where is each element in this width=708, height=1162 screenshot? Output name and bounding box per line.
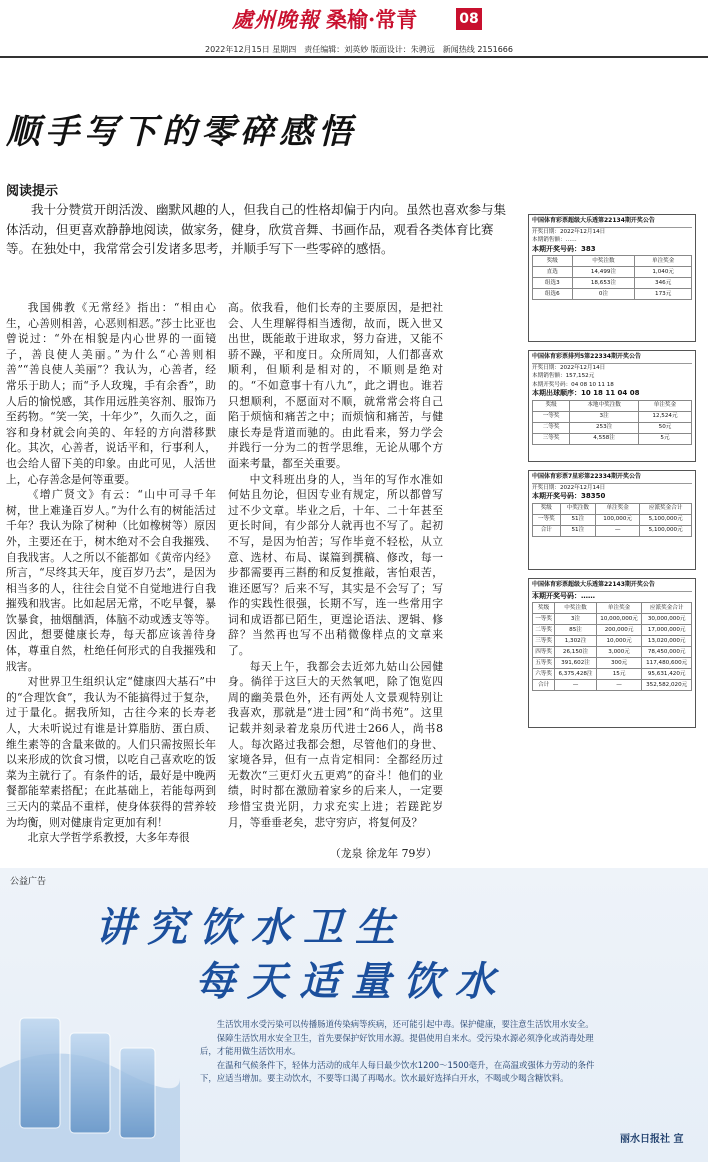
table-row — [533, 256, 692, 267]
table-row — [533, 636, 692, 647]
ad-paragraph: 生活饮用水受污染可以传播肠道传染病等疾病，还可能引起中毒。保护健康，要注意生活饮用水安全。 — [216, 1019, 594, 1029]
table-row — [533, 278, 692, 289]
table-cell: 14,499注 — [572, 267, 635, 278]
table-cell: 51注 — [560, 525, 595, 536]
ad-tag: 公益广告 — [10, 877, 47, 887]
table-cell: 四等奖 — [533, 647, 555, 658]
paragraph: 北京大学哲学系教授，大多年寿很 — [27, 831, 190, 845]
table-cell: — — [596, 680, 642, 691]
table-cell: 单注奖金 — [596, 503, 640, 514]
table-row — [533, 647, 692, 658]
table-cell: 15元 — [596, 669, 642, 680]
author-signature: （龙泉 徐龙年 79岁） — [330, 847, 437, 860]
table-row — [533, 525, 692, 536]
intro-text: 我十分赞赏开朗活泼、幽默风趣的人，但我自己的性格却偏于内向。虽然也喜欢参与集体活动，但更喜欢静静地阅读，做家务，健身，欣赏音舞、书画作品，观看各类体育比赛等。在独处中，我常常会引发诸多思考，并顺手写下一些零碎的感悟。 — [6, 202, 507, 256]
table-row — [533, 680, 692, 691]
lottery-line: 本期销售额：…… — [532, 237, 577, 243]
section-name: 桑榆·常青 — [326, 7, 418, 32]
paragraph: 《增广贤文》有云：“山中可寻千年树，世上难逢百岁人。”为什么有的树能活过千年？我认为除了树种（比如橡树等）原因外，主要还在于，树木绝对不会自我摧残、自我戕害。人之所以不能都如《黄帝内经》所言，“尽终其天年，度百岁乃去”，是因为相当多的人，往往会自觉不自觉地进行自我摧残和戕害。比如起居无常，不吃早餐，暴饮暴食，抽烟酗酒，体脑不动或透支等等。因此，想要健康长寿，每天都应该善待身体，尊重自然，杜绝任何形式的自我摧残和戕害。 — [6, 488, 216, 673]
article-column-1 — [6, 300, 216, 846]
table-cell: 直选 — [533, 267, 573, 278]
table-cell: 10,000元 — [596, 636, 642, 647]
lottery-line: 本期开奖号码：38350 — [532, 492, 606, 500]
lottery-table — [532, 503, 692, 537]
table-cell: 0注 — [572, 289, 635, 300]
table-cell: 三等奖 — [533, 433, 570, 444]
table-cell: 78,450,000元 — [642, 647, 692, 658]
table-cell: 中奖注数 — [555, 603, 597, 614]
paragraph: 每天上午，我都会去近郊九姑山公园健身。徜徉于这巨大的天然氧吧，除了饱览四周的幽美景色外，还有两处人文景观特别让我喜欢，那就是“进士园”和“尚书苑”。这里记载并刻录着龙泉历代进士266人，尚书8人。每次路过我都会想，尽管他们的身世、家境各异，但有一点肯定相同：全都经历过无数次“三更灯火五更鸡”的奋斗！他们的业绩，时时都在激励着家乡的后来人，一定要珍惜宝贵光阴，力求充实上进；若蹉跎岁月，等垂垂老矣，悲守穷庐，将复何及？ — [228, 659, 443, 829]
table-cell: 13,020,000元 — [642, 636, 692, 647]
table-row — [533, 603, 692, 614]
public-service-ad — [0, 868, 708, 1162]
ad-body — [200, 1018, 595, 1086]
table-row — [533, 514, 692, 525]
ad-headline-2: 每天适量饮水 — [195, 958, 507, 1005]
lottery-line: 开奖日期：2022年12月14日 — [532, 484, 606, 491]
table-cell: 合计 — [533, 680, 555, 691]
table-cell: 单注奖金 — [596, 603, 642, 614]
masthead — [0, 0, 708, 56]
table-cell: 一等奖 — [533, 411, 570, 422]
lottery-title: 中国体育彩票超级大乐透第22143期开奖公告 — [532, 581, 692, 592]
table-cell: 单注奖金 — [639, 400, 692, 411]
table-cell: 应派奖金合计 — [642, 603, 692, 614]
table-cell: 二等奖 — [533, 422, 570, 433]
header-rule — [0, 56, 708, 58]
table-cell: 12,524元 — [639, 411, 692, 422]
table-row — [533, 614, 692, 625]
table-cell: 200,000元 — [596, 625, 642, 636]
table-cell: 3注 — [555, 614, 597, 625]
table-cell: 346元 — [635, 278, 692, 289]
edition-info: 2022年12月15日 星期四 责任编辑：刘英妙 版面设计：朱骋远 新闻热线 2151666 — [205, 45, 513, 54]
table-cell: 3,000元 — [596, 647, 642, 658]
table-row — [533, 411, 692, 422]
table-cell: 六等奖 — [533, 669, 555, 680]
table-cell: 253注 — [570, 422, 639, 433]
paragraph: 对世界卫生组织认定“健康四大基石”中的“合理饮食”，我认为不能搞得过于复杂，过于量化。据我所知，古往今来的长寿老人，大未听说过有谁是计算脂肪、蛋白质、维生素等的含量来做的。人们只需按照长年以来形成的饮食习惯，以吃自己喜欢吃的饭菜为主就行了。有条件的话，最好是中晚两餐都能荤素搭配；在此基础上，若能每两到三天内的菜品不重样，使身体获得的营养较为均衡，则对健康肯定更加有利！ — [6, 675, 216, 829]
lottery-title: 中国体育彩票7星彩第22334期开奖公告 — [532, 473, 692, 484]
article-title: 顺手写下的零碎感悟 — [6, 112, 357, 152]
table-cell: 单注奖金 — [635, 256, 692, 267]
table-row — [533, 422, 692, 433]
lottery-table — [532, 400, 692, 445]
table-cell: 18,653注 — [572, 278, 635, 289]
article-column-2 — [228, 300, 443, 830]
lottery-box — [528, 578, 696, 728]
table-row — [533, 267, 692, 278]
table-cell: 3注 — [570, 411, 639, 422]
table-cell: 组选3 — [533, 278, 573, 289]
lottery-line: 开奖日期：2022年12月14日 — [532, 364, 606, 371]
intro-heading: 阅读提示 — [6, 184, 59, 199]
table-row — [533, 289, 692, 300]
table-cell: 5,100,000元 — [640, 525, 692, 536]
table-cell: 173元 — [635, 289, 692, 300]
table-cell: 391,602注 — [555, 658, 597, 669]
lottery-box — [528, 470, 696, 570]
table-cell: 奖级 — [533, 503, 561, 514]
water-glasses-image — [0, 998, 180, 1162]
ad-paragraph: 保障生活饮用水安全卫生，首先要保护好饮用水源。提倡使用自来水。受污染水源必须净化或消毒处理后，才能用做生活饮用水。 — [200, 1032, 594, 1056]
table-cell: 本地中奖注数 — [570, 400, 639, 411]
table-cell: 5,100,000元 — [640, 514, 692, 525]
table-cell: 6,375,428注 — [555, 669, 597, 680]
lottery-box — [528, 214, 696, 342]
lottery-box — [528, 350, 696, 462]
ad-headline-1: 讲究饮水卫生 — [95, 904, 407, 951]
lottery-table — [532, 255, 692, 300]
table-cell: 中奖注数 — [560, 503, 595, 514]
table-cell: 奖级 — [533, 603, 555, 614]
table-cell: 一等奖 — [533, 614, 555, 625]
lottery-line: 本期开奖号码：…… — [532, 591, 595, 600]
table-cell: 奖级 — [533, 256, 573, 267]
lottery-line: 本期开奖号码：383 — [532, 244, 596, 253]
table-cell: 17,000,000元 — [642, 625, 692, 636]
table-row — [533, 625, 692, 636]
table-row — [533, 503, 692, 514]
table-cell: 1,040元 — [635, 267, 692, 278]
table-cell: 51注 — [560, 514, 595, 525]
table-row — [533, 400, 692, 411]
lottery-title: 中国体育彩票超级大乐透第22134期开奖公告 — [532, 217, 692, 228]
lottery-line: 开奖日期：2022年12月14日 — [532, 228, 606, 235]
table-cell: 26,150注 — [555, 647, 597, 658]
lottery-line: 本期销售额：157,152元 — [532, 373, 595, 379]
table-cell: 合计 — [533, 525, 561, 536]
table-cell: 组选6 — [533, 289, 573, 300]
table-cell: 4,558注 — [570, 433, 639, 444]
table-cell: 二等奖 — [533, 625, 555, 636]
paragraph: 我国佛教《无常经》指出：“相由心生，心善则相善，心恶则相恶。”莎士比亚也曾说过：“外在相貌是内心世界的一面镜子，善良使人美丽。”为什么“心善则相善”“善良使人美丽”？我认为，心善者，经常乐于助人；而“予人玫瑰，手有余香”，助人后的愉悦感，其作用远胜美容剂、服饰乃至药物。“笑一笑，十年少”，久而久之，面容和身材就会向美的、年轻的方向潜移默化。其次，心善者，说话平和，行事利人，也会给人留下美的印象。由此可见，人活世上，心存善念是何等重要。 — [6, 301, 216, 486]
table-cell: 奖级 — [533, 400, 570, 411]
page-number: 08 — [456, 8, 482, 30]
table-cell: 85注 — [555, 625, 597, 636]
table-cell: 30,000,000元 — [642, 614, 692, 625]
table-cell: — — [555, 680, 597, 691]
table-cell: — — [596, 525, 640, 536]
table-cell: 1,302注 — [555, 636, 597, 647]
ad-paragraph: 在温和气候条件下，轻体力活动的成年人每日最少饮水1200～1500毫升，在高温或强体力劳动的条件下，应适当增加。要主动饮水，不要等口渴了再喝水。饮水最好选择白开水，不喝或少喝含糖饮料。 — [200, 1059, 595, 1083]
lottery-line: 本期开奖号码：04 08 10 11 18 — [532, 381, 614, 388]
lottery-table — [532, 602, 692, 691]
paragraph: 中文科班出身的人，当年的写作水准如何姑且勿论，但因专业有规定，所以都曾写过不少文章。毕业之后，十年、二十年甚至更长时间，有少部分人就再也不写了。起初不写，是因为怕苦；写作毕竟不轻松，从立意、选材、布局、谋篇到撰稿、修改，每一步都需要再三斟酌和反复推敲，害怕艰苦，谁还愿写？后来不写，其实是不会写了；写作的实践性很强，长期不写，连一些常用字词和成语都已陌生，更遑论语法、逻辑、修辞？当然再也写不出稍微像样点的文章来了。 — [228, 472, 443, 658]
table-cell: 应派奖金合计 — [640, 503, 692, 514]
table-cell: 50元 — [639, 422, 692, 433]
table-cell: 10,000,000元 — [596, 614, 642, 625]
table-row — [533, 669, 692, 680]
ad-sponsor: 丽水日报社 宣 — [620, 1134, 684, 1145]
table-cell: 中奖注数 — [572, 256, 635, 267]
table-cell: 352,582,020元 — [642, 680, 692, 691]
table-cell: 三等奖 — [533, 636, 555, 647]
table-cell: 100,000元 — [596, 514, 640, 525]
table-cell: 五等奖 — [533, 658, 555, 669]
table-cell: 一等奖 — [533, 514, 561, 525]
table-cell: 117,480,600元 — [642, 658, 692, 669]
table-cell: 300元 — [596, 658, 642, 669]
lottery-title: 中国体育彩票排列5第22334期开奖公告 — [532, 353, 692, 364]
table-cell: 5元 — [639, 433, 692, 444]
table-row — [533, 658, 692, 669]
table-cell: 95,631,420元 — [642, 669, 692, 680]
lottery-line: 本期出球顺序：10 18 11 04 08 — [532, 389, 640, 397]
table-row — [533, 433, 692, 444]
newspaper-logo: 處州晚報 — [232, 7, 320, 32]
paragraph: 高。依我看，他们长寿的主要原因，是把社会、人生理解得相当透彻，故而，既入世又出世，既能敢于进取求，努力奋进，又能不骄不躁，平和度日。众所周知，人们都喜欢顺利，但顺利是相对的，不顺则是绝对的。“不如意事十有八九”，此之谓也。谁若只想顺利，不愿面对不顺，就常常会将自己陷于烦恼和痛苦之中；而烦恼和痛苦，与健康长寿是背道而驰的。由此看来，努力学会并践行一分为二的哲学思维，无论从哪个方面来考量，都至关重要。 — [228, 301, 443, 470]
